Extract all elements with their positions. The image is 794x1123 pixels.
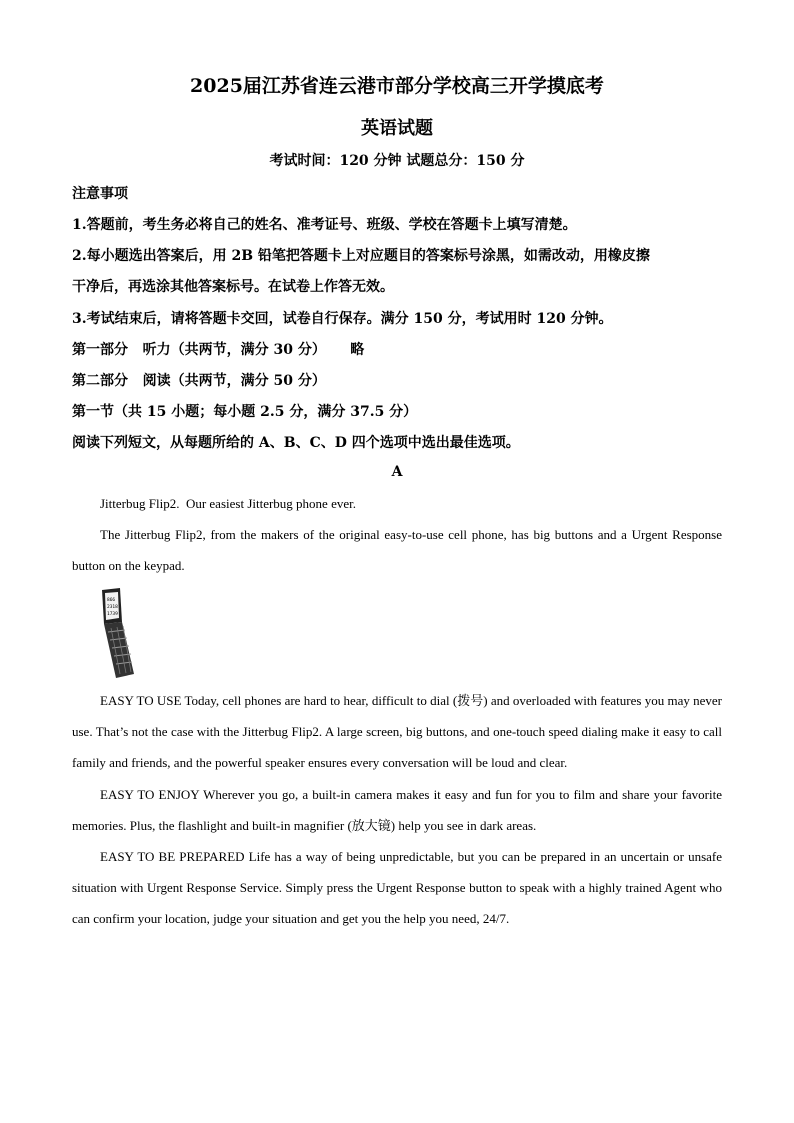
notice-item-3: 3.考试结束后，请将答题卡交回，试卷自行保存。满分 150 分，考试用时 120 分钟。 (72, 311, 613, 327)
svg-text:1739: 1739 (107, 612, 118, 617)
subject-title: 英语试题 (361, 118, 433, 139)
notice-item-2-line-1: 2.每小题选出答案后，用 2B 铅笔把答题卡上对应题目的答案标号涂黑，如需改动，用橡皮擦 (72, 248, 650, 264)
passage-paragraph-4: EASY TO ENJOY Wherever you go, a built-in camera makes it easy and fun for you to film and share your favorite memories. Plus, the flashlight and built-in magnifier (放大镜) help you see in dark areas. (72, 787, 722, 833)
passage-paragraph-5: EASY TO BE PREPARED Life has a way of being unpredictable, but you can be prepared in an uncertain or unsafe situation with Urgent Response Service. Simply press the Urgent Response button to speak with a highly trained Agent who can confirm your location, judge your situation and get you the help you need, 24/7. (72, 849, 722, 926)
svg-text:866: 866 (107, 598, 116, 603)
notice-item-1: 1.答题前，考生务必将自己的姓名、准考证号、班级、学校在答题卡上填写清楚。 (72, 217, 577, 233)
svg-text:2318: 2318 (107, 605, 118, 610)
notice-heading: 注意事项 (72, 186, 128, 202)
phone-top (102, 588, 122, 624)
passage-paragraph-3: EASY TO USE Today, cell phones are hard to hear, difficult to dial (拨号) and overloaded with features you may never use. That’s not the case with the Jitterbug Flip2. A large screen, big buttons, and one-touch speed dialing make it easy to call family and friends, and the powerful speaker ensures every conversation will be loud and clear. (72, 693, 722, 770)
phone-keypad (104, 622, 134, 678)
passage-paragraph-2: The Jitterbug Flip2, from the makers of the original easy-to-use cell phone, has big buttons and a Urgent Response button on the keypad. (72, 527, 722, 573)
part-one-heading: 第一部分 听力（共两节，满分 30 分） 略 (72, 342, 365, 358)
part-two-heading: 第二部分 阅读（共两节，满分 50 分） (72, 373, 326, 389)
passage-a-label: A (391, 464, 403, 480)
exam-info: 考试时间：120 分钟 试题总分：150 分 (269, 153, 525, 169)
reading-instruction: 阅读下列短文，从每题所给的 A、B、C、D 四个选项中选出最佳选项。 (72, 435, 520, 451)
exam-title: 2025届江苏省连云港市部分学校高三开学摸底考 (190, 75, 604, 97)
notice-item-2-line-2: 干净后，再选涂其他答案标号。在试卷上作答无效。 (72, 279, 394, 295)
passage-paragraph-1: Jitterbug Flip2. Our easiest Jitterbug phone ever. (100, 496, 356, 511)
flip-phone-icon (96, 588, 140, 680)
section-one-heading: 第一节（共 15 小题；每小题 2.5 分，满分 37.5 分） (72, 404, 418, 420)
